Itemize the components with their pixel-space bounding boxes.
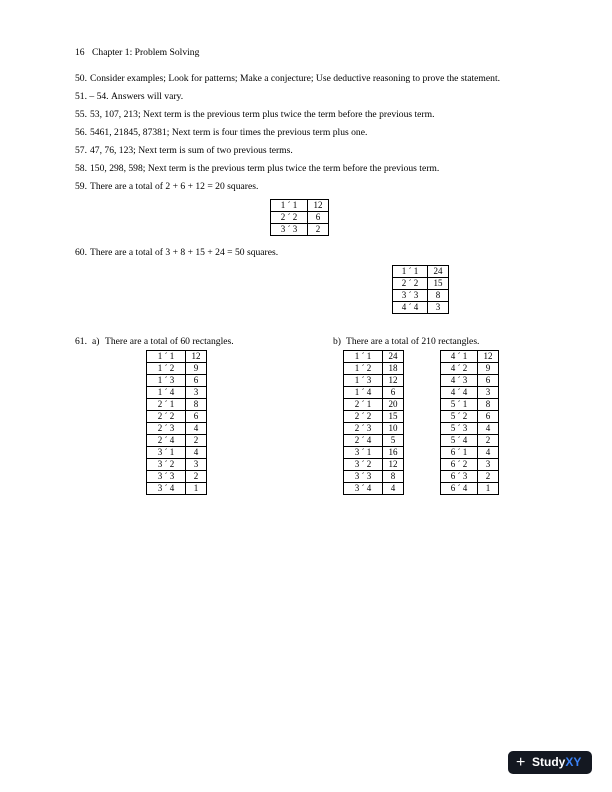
table-row — [344, 399, 404, 411]
problem-text: Answers will vary. — [111, 91, 184, 102]
size-cell: 2 ´ 4 — [147, 435, 186, 447]
count-cell: 4 — [186, 423, 207, 435]
table-row — [441, 363, 499, 375]
problem-number: 51. – 54. — [75, 91, 109, 102]
count-cell: 5 — [383, 435, 404, 447]
size-cell: 1 ´ 4 — [147, 387, 186, 399]
size-cell: 4 ´ 3 — [441, 375, 478, 387]
count-cell: 24 — [428, 266, 449, 278]
count-cell: 3 — [428, 302, 449, 314]
count-cell: 6 — [186, 375, 207, 387]
table-row — [344, 471, 404, 483]
count-cell: 8 — [428, 290, 449, 302]
count-cell: 12 — [308, 200, 329, 212]
count-cell: 2 — [186, 435, 207, 447]
count-cell: 12 — [383, 459, 404, 471]
problem-number: 61. — [75, 336, 87, 347]
table-row — [344, 411, 404, 423]
table-row — [147, 423, 207, 435]
table-row — [344, 447, 404, 459]
count-cell: 3 — [478, 459, 499, 471]
count-cell: 2 — [186, 471, 207, 483]
size-cell: 1 ´ 1 — [344, 351, 383, 363]
table-row — [147, 435, 207, 447]
table-row — [344, 363, 404, 375]
size-cell: 3 ´ 1 — [344, 447, 383, 459]
size-cell: 6 ´ 4 — [441, 483, 478, 495]
count-cell: 15 — [428, 278, 449, 290]
size-cell: 5 ´ 3 — [441, 423, 478, 435]
squares-table-60 — [392, 265, 449, 314]
count-cell: 4 — [383, 483, 404, 495]
count-cell: 4 — [478, 447, 499, 459]
plus-icon: + — [516, 754, 526, 771]
problem-text: Consider examples; Look for patterns; Make a conjecture; Use deductive reasoning to prove the statement. — [90, 73, 501, 84]
rectangles-table-b-left — [343, 350, 404, 495]
table-row — [271, 212, 329, 224]
part-a-text: There are a total of 60 rectangles. — [105, 336, 234, 347]
size-cell: 3 ´ 3 — [271, 224, 308, 236]
part-b-label: b) — [333, 336, 341, 347]
rectangles-table-b-right — [440, 350, 499, 495]
problem-number: 57. — [75, 145, 87, 156]
squares-table-59 — [270, 199, 329, 236]
table-row — [441, 375, 499, 387]
table-row — [441, 399, 499, 411]
count-cell: 2 — [478, 471, 499, 483]
size-cell: 2 ´ 2 — [393, 278, 428, 290]
table-row — [271, 200, 329, 212]
table-row — [441, 459, 499, 471]
size-cell: 4 ´ 2 — [441, 363, 478, 375]
table-row — [441, 447, 499, 459]
count-cell: 16 — [383, 447, 404, 459]
studyxy-logo — [508, 751, 592, 774]
table-row — [441, 483, 499, 495]
count-cell: 6 — [308, 212, 329, 224]
size-cell: 5 ´ 4 — [441, 435, 478, 447]
table-row — [344, 435, 404, 447]
size-cell: 1 ´ 3 — [344, 375, 383, 387]
count-cell: 4 — [478, 423, 499, 435]
count-cell: 9 — [478, 363, 499, 375]
count-cell: 8 — [383, 471, 404, 483]
problem-text: There are a total of 3 + 8 + 15 + 24 = 50 squares. — [90, 247, 279, 258]
size-cell: 2 ´ 3 — [147, 423, 186, 435]
count-cell: 4 — [186, 447, 207, 459]
count-cell: 1 — [478, 483, 499, 495]
problem-number: 60. — [75, 247, 87, 258]
size-cell: 3 ´ 4 — [147, 483, 186, 495]
problem-text: 47, 76, 123; Next term is sum of two previous terms. — [90, 145, 293, 156]
problem-number: 56. — [75, 127, 87, 138]
table-row — [393, 290, 449, 302]
size-cell: 2 ´ 4 — [344, 435, 383, 447]
part-a-label: a) — [92, 336, 100, 347]
problem-number: 55. — [75, 109, 87, 120]
page-number: 16 — [75, 47, 85, 58]
size-cell: 2 ´ 1 — [344, 399, 383, 411]
part-b-text: There are a total of 210 rectangles. — [346, 336, 480, 347]
size-cell: 1 ´ 2 — [344, 363, 383, 375]
size-cell: 5 ´ 2 — [441, 411, 478, 423]
table-row — [441, 387, 499, 399]
logo-wordmark — [532, 751, 581, 774]
size-cell: 6 ´ 2 — [441, 459, 478, 471]
size-cell: 3 ´ 3 — [393, 290, 428, 302]
count-cell: 9 — [186, 363, 207, 375]
table-row — [147, 411, 207, 423]
count-cell: 12 — [186, 351, 207, 363]
problem-text: There are a total of 2 + 6 + 12 = 20 squares. — [90, 181, 259, 192]
count-cell: 20 — [383, 399, 404, 411]
count-cell: 6 — [478, 411, 499, 423]
count-cell: 8 — [186, 399, 207, 411]
table-row — [147, 399, 207, 411]
count-cell: 6 — [478, 375, 499, 387]
count-cell: 2 — [308, 224, 329, 236]
size-cell: 2 ´ 2 — [344, 411, 383, 423]
size-cell: 1 ´ 3 — [147, 375, 186, 387]
size-cell: 3 ´ 4 — [344, 483, 383, 495]
count-cell: 1 — [186, 483, 207, 495]
chapter-title: Chapter 1: Problem Solving — [92, 47, 200, 58]
problem-number: 58. — [75, 163, 87, 174]
count-cell: 24 — [383, 351, 404, 363]
count-cell: 18 — [383, 363, 404, 375]
table-row — [393, 302, 449, 314]
problem-number: 59. — [75, 181, 87, 192]
size-cell: 1 ´ 1 — [271, 200, 308, 212]
table-row — [147, 351, 207, 363]
table-row — [344, 459, 404, 471]
count-cell: 8 — [478, 399, 499, 411]
size-cell: 3 ´ 1 — [147, 447, 186, 459]
size-cell: 1 ´ 2 — [147, 363, 186, 375]
table-row — [344, 387, 404, 399]
size-cell: 6 ´ 3 — [441, 471, 478, 483]
count-cell: 3 — [478, 387, 499, 399]
count-cell: 2 — [478, 435, 499, 447]
problem-text: 53, 107, 213; Next term is the previous term plus twice the term before the previous term. — [90, 109, 435, 120]
table-row — [344, 483, 404, 495]
count-cell: 12 — [383, 375, 404, 387]
size-cell: 3 ´ 3 — [344, 471, 383, 483]
size-cell: 2 ´ 2 — [147, 411, 186, 423]
table-row — [441, 435, 499, 447]
table-row — [147, 363, 207, 375]
size-cell: 4 ´ 4 — [441, 387, 478, 399]
table-row — [393, 278, 449, 290]
table-row — [147, 459, 207, 471]
logo-word-xy: XY — [565, 755, 582, 769]
size-cell: 1 ´ 1 — [393, 266, 428, 278]
rectangles-table-a — [146, 350, 207, 495]
table-row — [147, 483, 207, 495]
size-cell: 4 ´ 4 — [393, 302, 428, 314]
table-row — [147, 387, 207, 399]
size-cell: 3 ´ 3 — [147, 471, 186, 483]
table-row — [271, 224, 329, 236]
size-cell: 1 ´ 4 — [344, 387, 383, 399]
size-cell: 4 ´ 1 — [441, 351, 478, 363]
count-cell: 10 — [383, 423, 404, 435]
table-row — [393, 266, 449, 278]
table-row — [441, 423, 499, 435]
count-cell: 3 — [186, 387, 207, 399]
size-cell: 5 ´ 1 — [441, 399, 478, 411]
problem-text: 5461, 21845, 87381; Next term is four times the previous term plus one. — [90, 127, 368, 138]
size-cell: 2 ´ 1 — [147, 399, 186, 411]
size-cell: 3 ´ 2 — [344, 459, 383, 471]
problem-text: 150, 298, 598; Next term is the previous term plus twice the term before the previous term. — [90, 163, 440, 174]
size-cell: 1 ´ 1 — [147, 351, 186, 363]
table-row — [147, 447, 207, 459]
table-row — [344, 423, 404, 435]
count-cell: 15 — [383, 411, 404, 423]
count-cell: 6 — [383, 387, 404, 399]
table-row — [147, 471, 207, 483]
table-row — [344, 351, 404, 363]
size-cell: 2 ´ 2 — [271, 212, 308, 224]
table-row — [441, 471, 499, 483]
size-cell: 6 ´ 1 — [441, 447, 478, 459]
logo-word-study: Study — [532, 755, 566, 769]
count-cell: 12 — [478, 351, 499, 363]
table-row — [147, 375, 207, 387]
count-cell: 6 — [186, 411, 207, 423]
count-cell: 3 — [186, 459, 207, 471]
size-cell: 3 ´ 2 — [147, 459, 186, 471]
table-row — [441, 351, 499, 363]
size-cell: 2 ´ 3 — [344, 423, 383, 435]
table-row — [441, 411, 499, 423]
problem-number: 50. — [75, 73, 87, 84]
table-row — [344, 375, 404, 387]
